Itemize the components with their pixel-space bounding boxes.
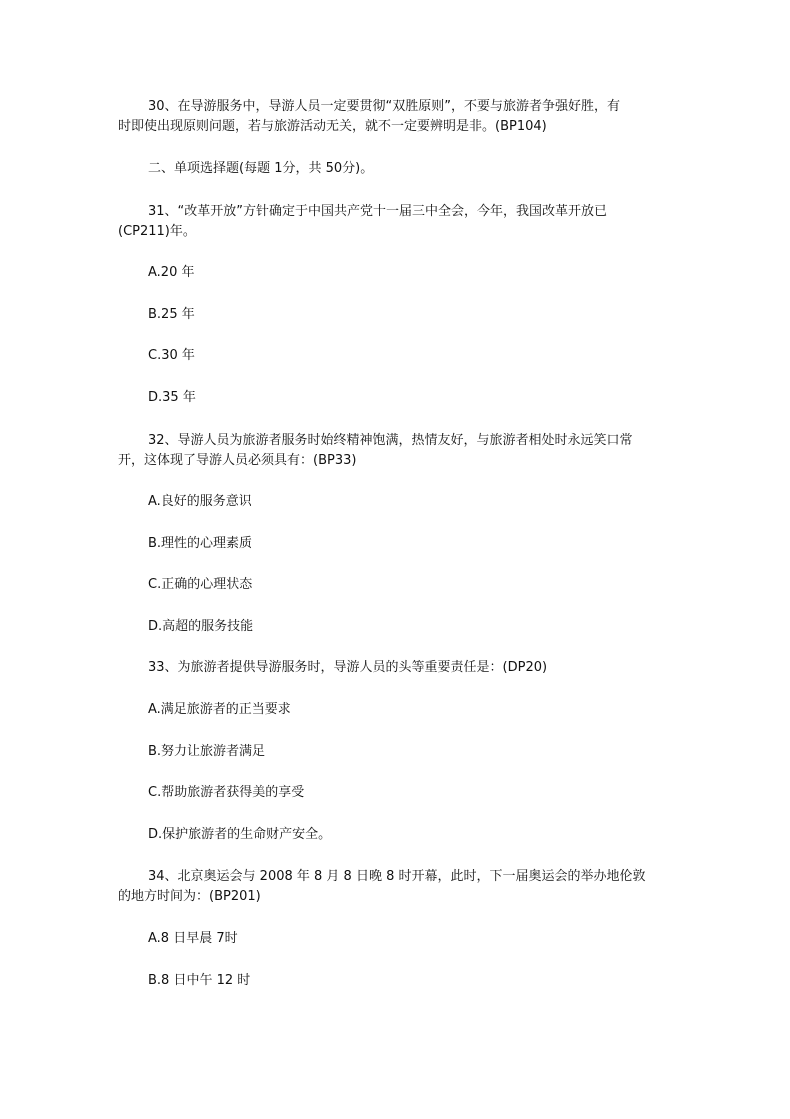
question-30-line-1: 30、在导游服务中，导游人员一定要贯彻“双胜原则”，不要与旅游者争强好胜，有	[148, 99, 621, 114]
question-31-option-b: B.25 年	[148, 307, 195, 322]
question-31	[118, 202, 678, 242]
question-33-option-c: C.帮助旅游者获得美的享受	[148, 785, 305, 800]
section-heading	[118, 159, 678, 179]
question-33-option-d: D.保护旅游者的生命财产安全。	[148, 827, 332, 842]
question-32-line-1: 32、导游人员为旅游者服务时始终精神饱满，热情友好，与旅游者相处时永远笑口常	[148, 433, 633, 448]
question-34-line-1: 34、北京奥运会与 2008 年 8 月 8 日晚 8 时开幕，此时，下一届奥运会的举办地伦敦	[148, 869, 646, 884]
question-30	[118, 97, 678, 137]
question-32-option-a: A.良好的服务意识	[148, 494, 252, 509]
question-33-line-1: 33、为旅游者提供导游服务时，导游人员的头等重要责任是：(DP20)	[148, 660, 548, 675]
question-34-option-a: A.8 日早晨 7时	[148, 931, 238, 946]
question-32-line-2: 开，这体现了导游人员必须具有：(BP33)	[118, 453, 357, 468]
question-32	[118, 431, 678, 471]
question-34-line-2: 的地方时间为：(BP201)	[118, 889, 261, 904]
question-31-line-1: 31、“改革开放”方针确定于中国共产党十一届三中全会，今年，我国改革开放已	[148, 204, 608, 219]
question-34	[118, 867, 678, 907]
question-31-line-2: (CP211)年。	[118, 224, 196, 239]
question-31-option-a: A.20 年	[148, 265, 195, 280]
question-31-option-d: D.35 年	[148, 390, 196, 405]
question-30-line-2: 时即使出现原则问题，若与旅游活动无关，就不一定要辨明是非。(BP104)	[118, 119, 547, 134]
question-31-option-c: C.30 年	[148, 348, 195, 363]
question-33	[118, 658, 678, 678]
section-heading-text: 二、单项选择题(每题 1分，共 50分)。	[148, 161, 374, 176]
question-33-option-a: A.满足旅游者的正当要求	[148, 702, 291, 717]
question-34-option-b: B.8 日中午 12 时	[148, 973, 251, 988]
question-32-option-c: C.正确的心理状态	[148, 577, 253, 592]
question-33-option-b: B.努力让旅游者满足	[148, 744, 266, 759]
question-32-option-b: B.理性的心理素质	[148, 536, 253, 551]
question-32-option-d: D.高超的服务技能	[148, 619, 254, 634]
